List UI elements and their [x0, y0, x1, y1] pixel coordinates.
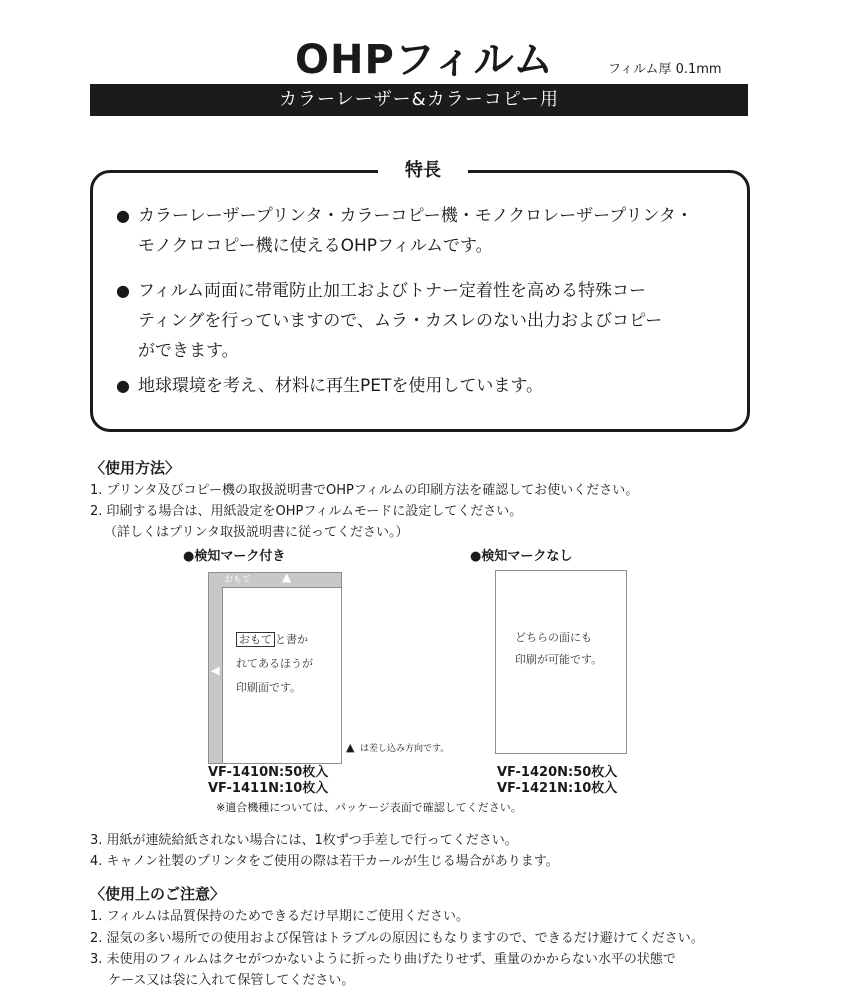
model-vf-1410n: VF-1410N:50枚入 — [208, 765, 329, 780]
feature-item — [116, 276, 746, 366]
with-mark-label: ●検知マーク付き — [183, 549, 286, 564]
bullet-icon: ● — [116, 281, 130, 300]
usage-heading: 〈使用方法〉 — [90, 459, 181, 477]
bullet-icon: ● — [116, 376, 130, 395]
usage-step: 2. 印刷する場合は、用紙設定をOHPフィルムモードに設定してください。 — [90, 504, 523, 519]
film1-text: と書か — [275, 633, 308, 646]
insert-direction-note: は差し込み方向です。 — [360, 744, 450, 754]
film2-line-2: 印刷が可能です。 — [515, 653, 603, 666]
cautions-heading: 〈使用上のご注意〉 — [90, 885, 226, 903]
feature-line: ティングを行っていますので、ムラ・カスレのない出力およびコピー — [138, 311, 663, 331]
page-title: OHPフィルム — [295, 37, 554, 83]
without-mark-label: ●検知マークなし — [470, 549, 573, 564]
film-thickness: フィルム厚 0.1mm — [608, 62, 722, 77]
feature-line: ができます。 — [138, 341, 239, 361]
feature-line: カラーレーザープリンタ・カラーコピー機・モノクロレーザープリンタ・ — [138, 206, 693, 226]
model-vf-1420n: VF-1420N:50枚入 — [497, 765, 618, 780]
model-vf-1411n: VF-1411N:10枚入 — [208, 781, 329, 796]
model-vf-1421n: VF-1421N:10枚入 — [497, 781, 618, 796]
usage-step: 3. 用紙が連続給紙されない場合には、1枚ずつ手差しで行ってください。 — [90, 833, 518, 848]
arrow-left-icon: ◀ — [211, 664, 220, 677]
feature-line: 地球環境を考え、材料に再生PETを使用しています。 — [138, 376, 544, 396]
usage-step-note: （詳しくはプリンタ取扱説明書に従ってください。） — [104, 525, 409, 540]
caution-item: 3. 未使用のフィルムはクセがつかないように折ったり曲げたりせず、重量のかからない水平の状態で — [90, 952, 676, 967]
caution-item: 1. フィルムは品質保持のためできるだけ早期にご使用ください。 — [90, 909, 469, 924]
feature-item — [116, 201, 746, 261]
film1-line-3: 印刷面です。 — [236, 681, 302, 694]
film2-line-1: どちらの面にも — [515, 631, 592, 644]
usage-step: 4. キャノン社製のプリンタをご使用の際は若干カールが生じる場合があります。 — [90, 854, 559, 869]
feature-item — [116, 371, 746, 401]
feature-line: モノクロコピー機に使えるOHPフィルムです。 — [138, 236, 493, 256]
caution-item: 2. 湿気の多い場所での使用および保管はトラブルの原因にもなりますので、できるだけ避けてください。 — [90, 931, 704, 946]
omote-label: おもて — [236, 632, 275, 647]
features-title: 特長 — [378, 158, 468, 184]
bullet-icon: ● — [116, 206, 130, 225]
usage-banner: カラーレーザー&カラーコピー用 — [90, 84, 748, 116]
caution-item-cont: ケース又は袋に入れて保管してください。 — [108, 973, 355, 988]
film1-line-2: れてあるほうが — [236, 657, 313, 670]
feature-line: フィルム両面に帯電防止加工およびトナー定着性を高める特殊コー — [138, 281, 646, 301]
usage-step: 1. プリンタ及びコピー機の取扱説明書でOHPフィルムの印刷方法を確認してお使いください。 — [90, 483, 639, 498]
arrow-up-icon: ▲ — [346, 741, 355, 754]
film1-line-1 — [236, 628, 308, 652]
arrow-up-icon: ▲ — [282, 570, 292, 584]
compat-note: ※適合機種については、パッケージ表面で確認してください。 — [216, 801, 522, 814]
film-corner-label: おもて — [224, 575, 252, 585]
